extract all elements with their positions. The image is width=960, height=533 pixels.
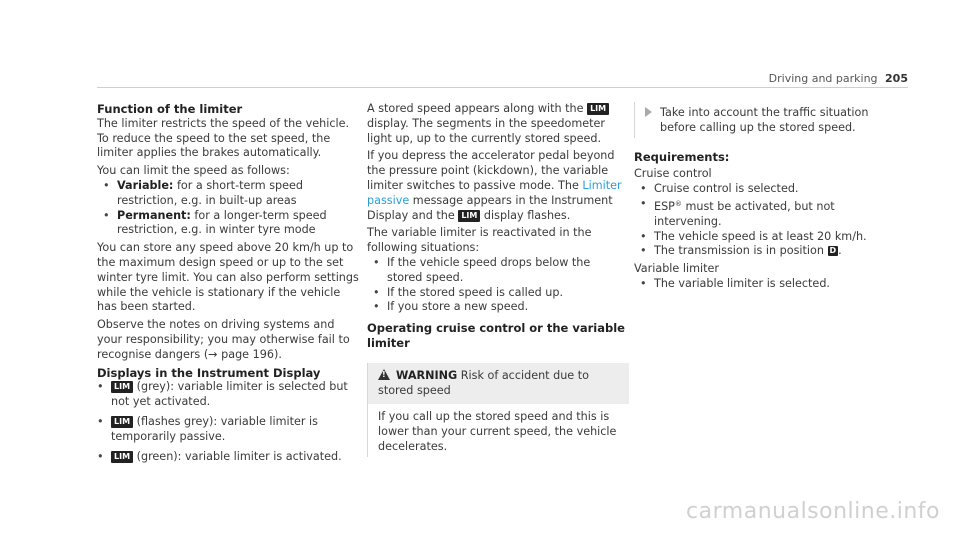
list-item-text: (grey): variable limiter is selected but not yet activated. (111, 380, 348, 409)
paragraph (367, 102, 629, 146)
list-item-label: Variable: (117, 178, 174, 192)
text-run: The transmission is in position (654, 244, 828, 258)
warning-body: If you call up the stored speed and this is lower than your current speed, the vehicle decelerates. (378, 410, 617, 453)
text-run: must be activated, but not intervening. (654, 199, 835, 228)
page-number: 205 (885, 72, 908, 85)
column-1 (97, 102, 359, 464)
list-item: • The vehicle speed is at least 20 km/h. (640, 230, 896, 245)
limiter-passive-link[interactable]: Limiter passive (367, 178, 622, 207)
heading-function-of-limiter: Function of the limiter (97, 102, 243, 116)
paragraph: The limiter restricts the speed of the vehicle. To reduce the speed to the set speed, the limiter applies the brakes automatically. (97, 116, 350, 160)
lim-icon: LIM (111, 381, 133, 393)
list-item: • If the stored speed is called up. (373, 286, 629, 301)
warning-label: WARNING (396, 368, 458, 382)
warning-title: Risk of accident due to stored speed (378, 368, 589, 397)
running-head (769, 72, 908, 87)
list-item: • If you store a new speed. (373, 300, 629, 315)
heading-displays: Displays in the Instrument Display (97, 365, 321, 380)
list-item (640, 244, 896, 259)
text-run: If you depress the accelerator pedal beyond the pressure point (kickdown), the variable limiter switches to passive mode. The (367, 149, 615, 192)
note-box (634, 102, 896, 138)
list-item (97, 415, 359, 445)
subheading-variable-limiter: Variable limiter (634, 262, 719, 276)
header-divider (97, 87, 908, 88)
lim-icon: LIM (111, 416, 133, 428)
list-item (103, 209, 359, 239)
list-item: • If the vehicle speed drops below the stored speed. (373, 256, 629, 286)
column-3 (634, 102, 896, 292)
list-item-text: for a longer-term speed restriction, e.g. in winter tyre mode (117, 208, 327, 237)
heading-requirements: Requirements: (634, 149, 730, 164)
list-item (97, 380, 359, 410)
list-item-text: (green): variable limiter is activated. (133, 449, 342, 463)
list-item-label: Permanent: (117, 208, 191, 222)
lim-icon: LIM (458, 210, 480, 222)
gear-d-icon: D (829, 246, 837, 256)
registered-mark: ® (674, 199, 682, 208)
list-item: • The variable limiter is selected. (640, 277, 896, 292)
paragraph: You can limit the speed as follows: (97, 164, 290, 178)
warning-box (367, 363, 629, 457)
list-item-text: (flashes grey): variable limiter is temporarily passive. (111, 414, 318, 443)
text-run: ESP (654, 199, 675, 213)
list-item-text: for a short-term speed restriction, e.g. in built-up areas (117, 178, 304, 207)
paragraph: You can store any speed above 20 km/h up to the maximum design speed or up to the set winter tyre limit. You can also perform settings while the vehicle is stationary if the vehicle has been started. (97, 241, 359, 314)
text-run: display. The segments in the speedometer light up, up to the currently stored speed. (367, 116, 606, 145)
text-run: . (838, 244, 842, 258)
text-run: A stored speed appears along with the (367, 102, 588, 115)
lim-icon: LIM (587, 103, 609, 115)
note-text: Take into account the traffic situation before calling up the stored speed. (660, 106, 869, 134)
heading-operating-cruise-control: Operating cruise control or the variable limiter (367, 321, 625, 350)
warning-header (368, 363, 629, 405)
text-run: message appears in the Instrument Display and the (367, 193, 613, 222)
paragraph: The variable limiter is reactivated in the following situations: (367, 226, 592, 255)
arrow-right-icon (645, 107, 652, 117)
text-run: display flashes. (480, 208, 571, 222)
subheading-cruise-control: Cruise control (634, 167, 712, 181)
paragraph (367, 149, 629, 223)
list-item (97, 450, 359, 465)
list-item (640, 197, 896, 230)
section-title: Driving and parking (768, 72, 878, 85)
list-item: • Cruise control is selected. (640, 182, 896, 197)
list-item (103, 179, 359, 209)
warning-icon (378, 369, 390, 380)
column-2 (367, 102, 629, 457)
paragraph: Observe the notes on driving systems and your responsibility; you may otherwise fail to recognise dangers (→ page 196). (97, 318, 350, 361)
watermark: carmanualsonline.info (686, 499, 940, 524)
lim-icon: LIM (111, 451, 133, 463)
